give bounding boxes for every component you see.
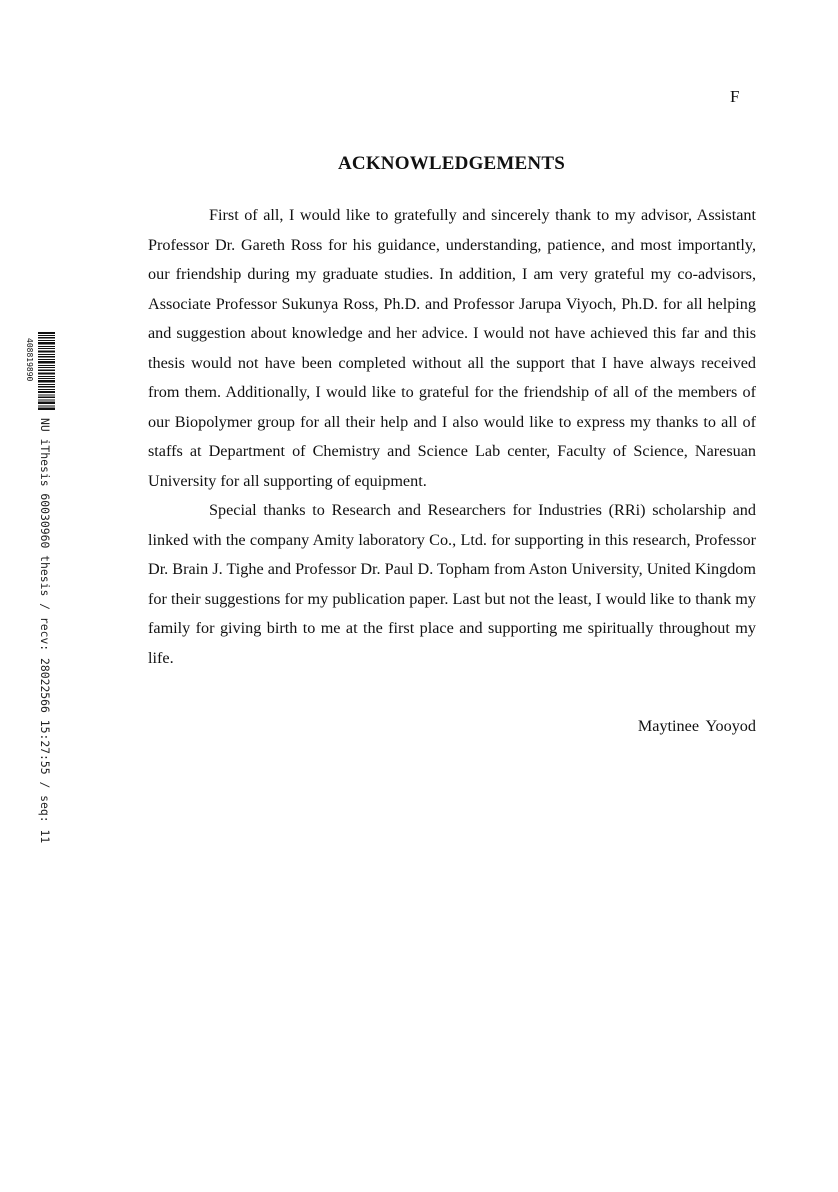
page-letter: F — [730, 87, 740, 106]
paragraph: Special thanks to Research and Researchers for Industries (RRi) scholarship and linked with the company Amity laboratory Co., Ltd. for supporting in this research, Professor Dr. Brain J. Tighe and Professor Dr. Paul D. Topham from Aston University, United Kingdom for their suggestions for my publication paper. Last but not the least, I would like to thank my family for giving birth to me at the first place and supporting me spiritually throughout my life. — [148, 501, 756, 667]
repository-stamp — [38, 418, 52, 848]
barcode — [38, 332, 55, 410]
page-title: ACKNOWLEDGEMENTS — [337, 153, 565, 174]
paragraph: First of all, I would like to gratefully and sincerely thank to my advisor, Assistant Professor Dr. Gareth Ross for his guidance, understanding, patience, and most importantly, our friendship during my graduate studies. In addition, I am very grateful my co-advisors, Associate Professor Sukunya Ross, Ph.D. and Professor Jarupa Viyoch, Ph.D. for all helping and suggestion about knowledge and her advice. I would not have achieved this far and this thesis would not have been completed without all the support that I have always received from them. Additionally, I would like to grateful for the friendship of all of the members of our Biopolymer group for all their help and I also would like to express my thanks to all of staffs at Department of Chemistry and Science Lab center, Faculty of Science, Naresuan University for all supporting of equipment. — [148, 206, 756, 490]
barcode-number-text: 408819890 — [25, 338, 34, 382]
author-signature: Maytinee Yooyod — [637, 717, 756, 735]
barcode-number — [24, 338, 36, 408]
acknowledgement-body — [148, 201, 756, 673]
repository-stamp-text: NU iThesis 60030960 thesis / recv: 28022566 15:27:55 / seq: 11 — [38, 418, 52, 844]
